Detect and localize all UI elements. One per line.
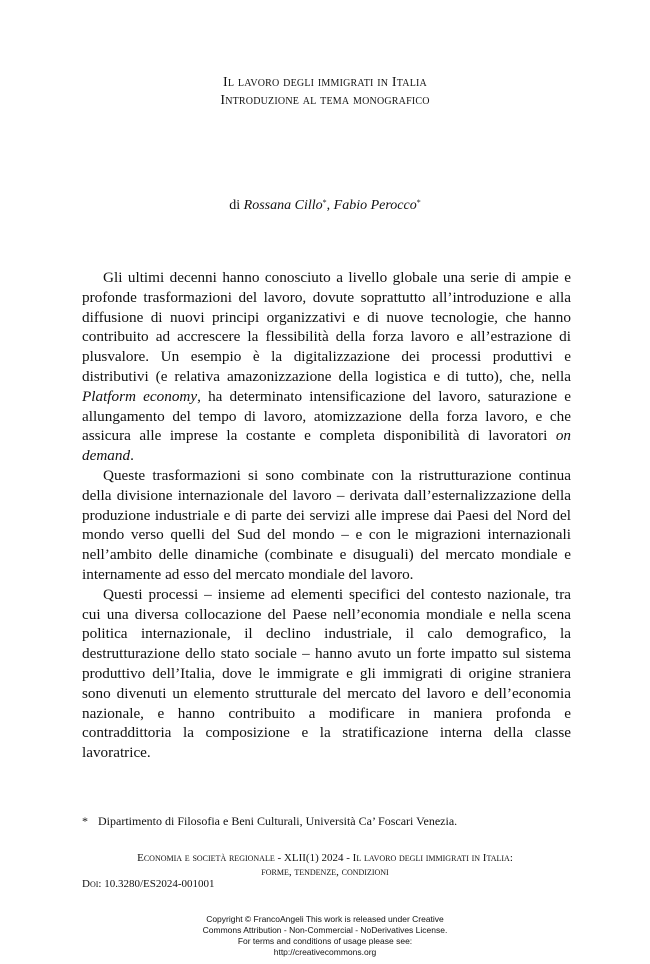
body-paragraph <box>82 585 571 763</box>
footnote-mark: * <box>82 814 88 828</box>
article-body <box>82 268 571 763</box>
article-title <box>0 74 650 110</box>
copyright-link[interactable]: http://creativecommons.org <box>273 947 377 957</box>
copyright-line: Copyright © FrancoAngeli This work is released under Creative <box>206 914 444 924</box>
byline <box>0 198 650 214</box>
italic-term: on demand <box>82 427 571 465</box>
copyright-line: For terms and conditions of usage please see: <box>237 936 413 946</box>
text-run: , ha determinato intensificazione del lavoro, saturazione e allungamento del tempo di lavoro, atomizzazione della forza lavoro, e che assicura alle imprese la costante e completa disponibilità di lavoratori <box>82 387 571 445</box>
doi[interactable]: Doi: 10.3280/ES2024-001001 <box>82 878 215 890</box>
text-run: . <box>130 447 134 465</box>
footnote-ref[interactable]: * <box>416 198 421 207</box>
article-short-title-line-2: forme, tendenze, condizioni <box>261 866 389 878</box>
title-line-1: Il lavoro degli immigrati in Italia <box>223 75 427 90</box>
body-paragraph <box>82 268 571 466</box>
body-paragraph <box>82 466 571 585</box>
copyright-line: Commons Attribution - Non-Commercial - NoDerivatives License. <box>202 925 448 935</box>
issue-info: - XLII(1) 2024 - <box>274 852 353 864</box>
footnote <box>82 814 582 829</box>
footnote-ref[interactable]: * <box>322 198 327 207</box>
text-run: Gli ultimi decenni hanno conosciuto a livello globale una serie di ampie e profonde trasformazioni del lavoro, dovute soprattutto all’introduzione e alla diffusione di nuovi principi organizzativi e di nuove tecnologie, che hanno contribuito ad accrescere la flessibilità della forza lavoro e all’estrazione di plusvalore. Un esempio è la digitalizzazione dei processi produttivi e distributivi (e relativa amazonizzazione della logistica e di tutto), che, nella <box>82 269 571 385</box>
italic-term: Platform economy <box>82 387 198 405</box>
article-short-title: Il lavoro degli immigrati in Italia: <box>352 852 513 864</box>
text-run: Queste trasformazioni si sono combinate con la ristrutturazione continua della divisione internazionale del lavoro – derivata dall’esternalizzazione della produzione industriale e di parte dei servizi alle imprese dai Paesi del Nord del mondo verso quelli del Sud del mondo – e con le migrazioni internazionali nell’ambito delle dinamiche (combinate e disuguali) del mercato mondiale e internamente ad esso del mercato mondiale del lavoro. <box>82 466 571 583</box>
author-name: Rossana Cillo <box>243 198 323 213</box>
footnote-text: Dipartimento di Filosofia e Beni Culturali, Università Ca’ Foscari Venezia. <box>98 814 458 828</box>
copyright-notice <box>0 914 650 958</box>
title-line-2: Introduzione al tema monografico <box>220 93 430 108</box>
byline-separator: , <box>326 198 334 213</box>
journal-name: Economia e società regionale <box>137 852 275 864</box>
text-run: Questi processi – insieme ad elementi specifici del contesto nazionale, tra cui una diversa collocazione del Paese nell’economia mondiale e nella scena politica internazionale, il declino industriale, il calo demografico, la destrutturazione dello stato sociale – hanno avuto un forte impatto sul sistema produttivo dell’Italia, dove le immigrate e gli immigrati di origine straniera sono divenuti un elemento strutturale del mercato del lavoro e dell’economia nazionale, e hanno contribuito a modificare in maniera profonda e contraddittoria la composizione e la stratificazione interna della classe lavoratrice. <box>82 585 571 762</box>
running-footer <box>0 851 650 879</box>
author-name: Fabio Perocco <box>333 198 417 213</box>
byline-prefix: di <box>229 198 244 213</box>
